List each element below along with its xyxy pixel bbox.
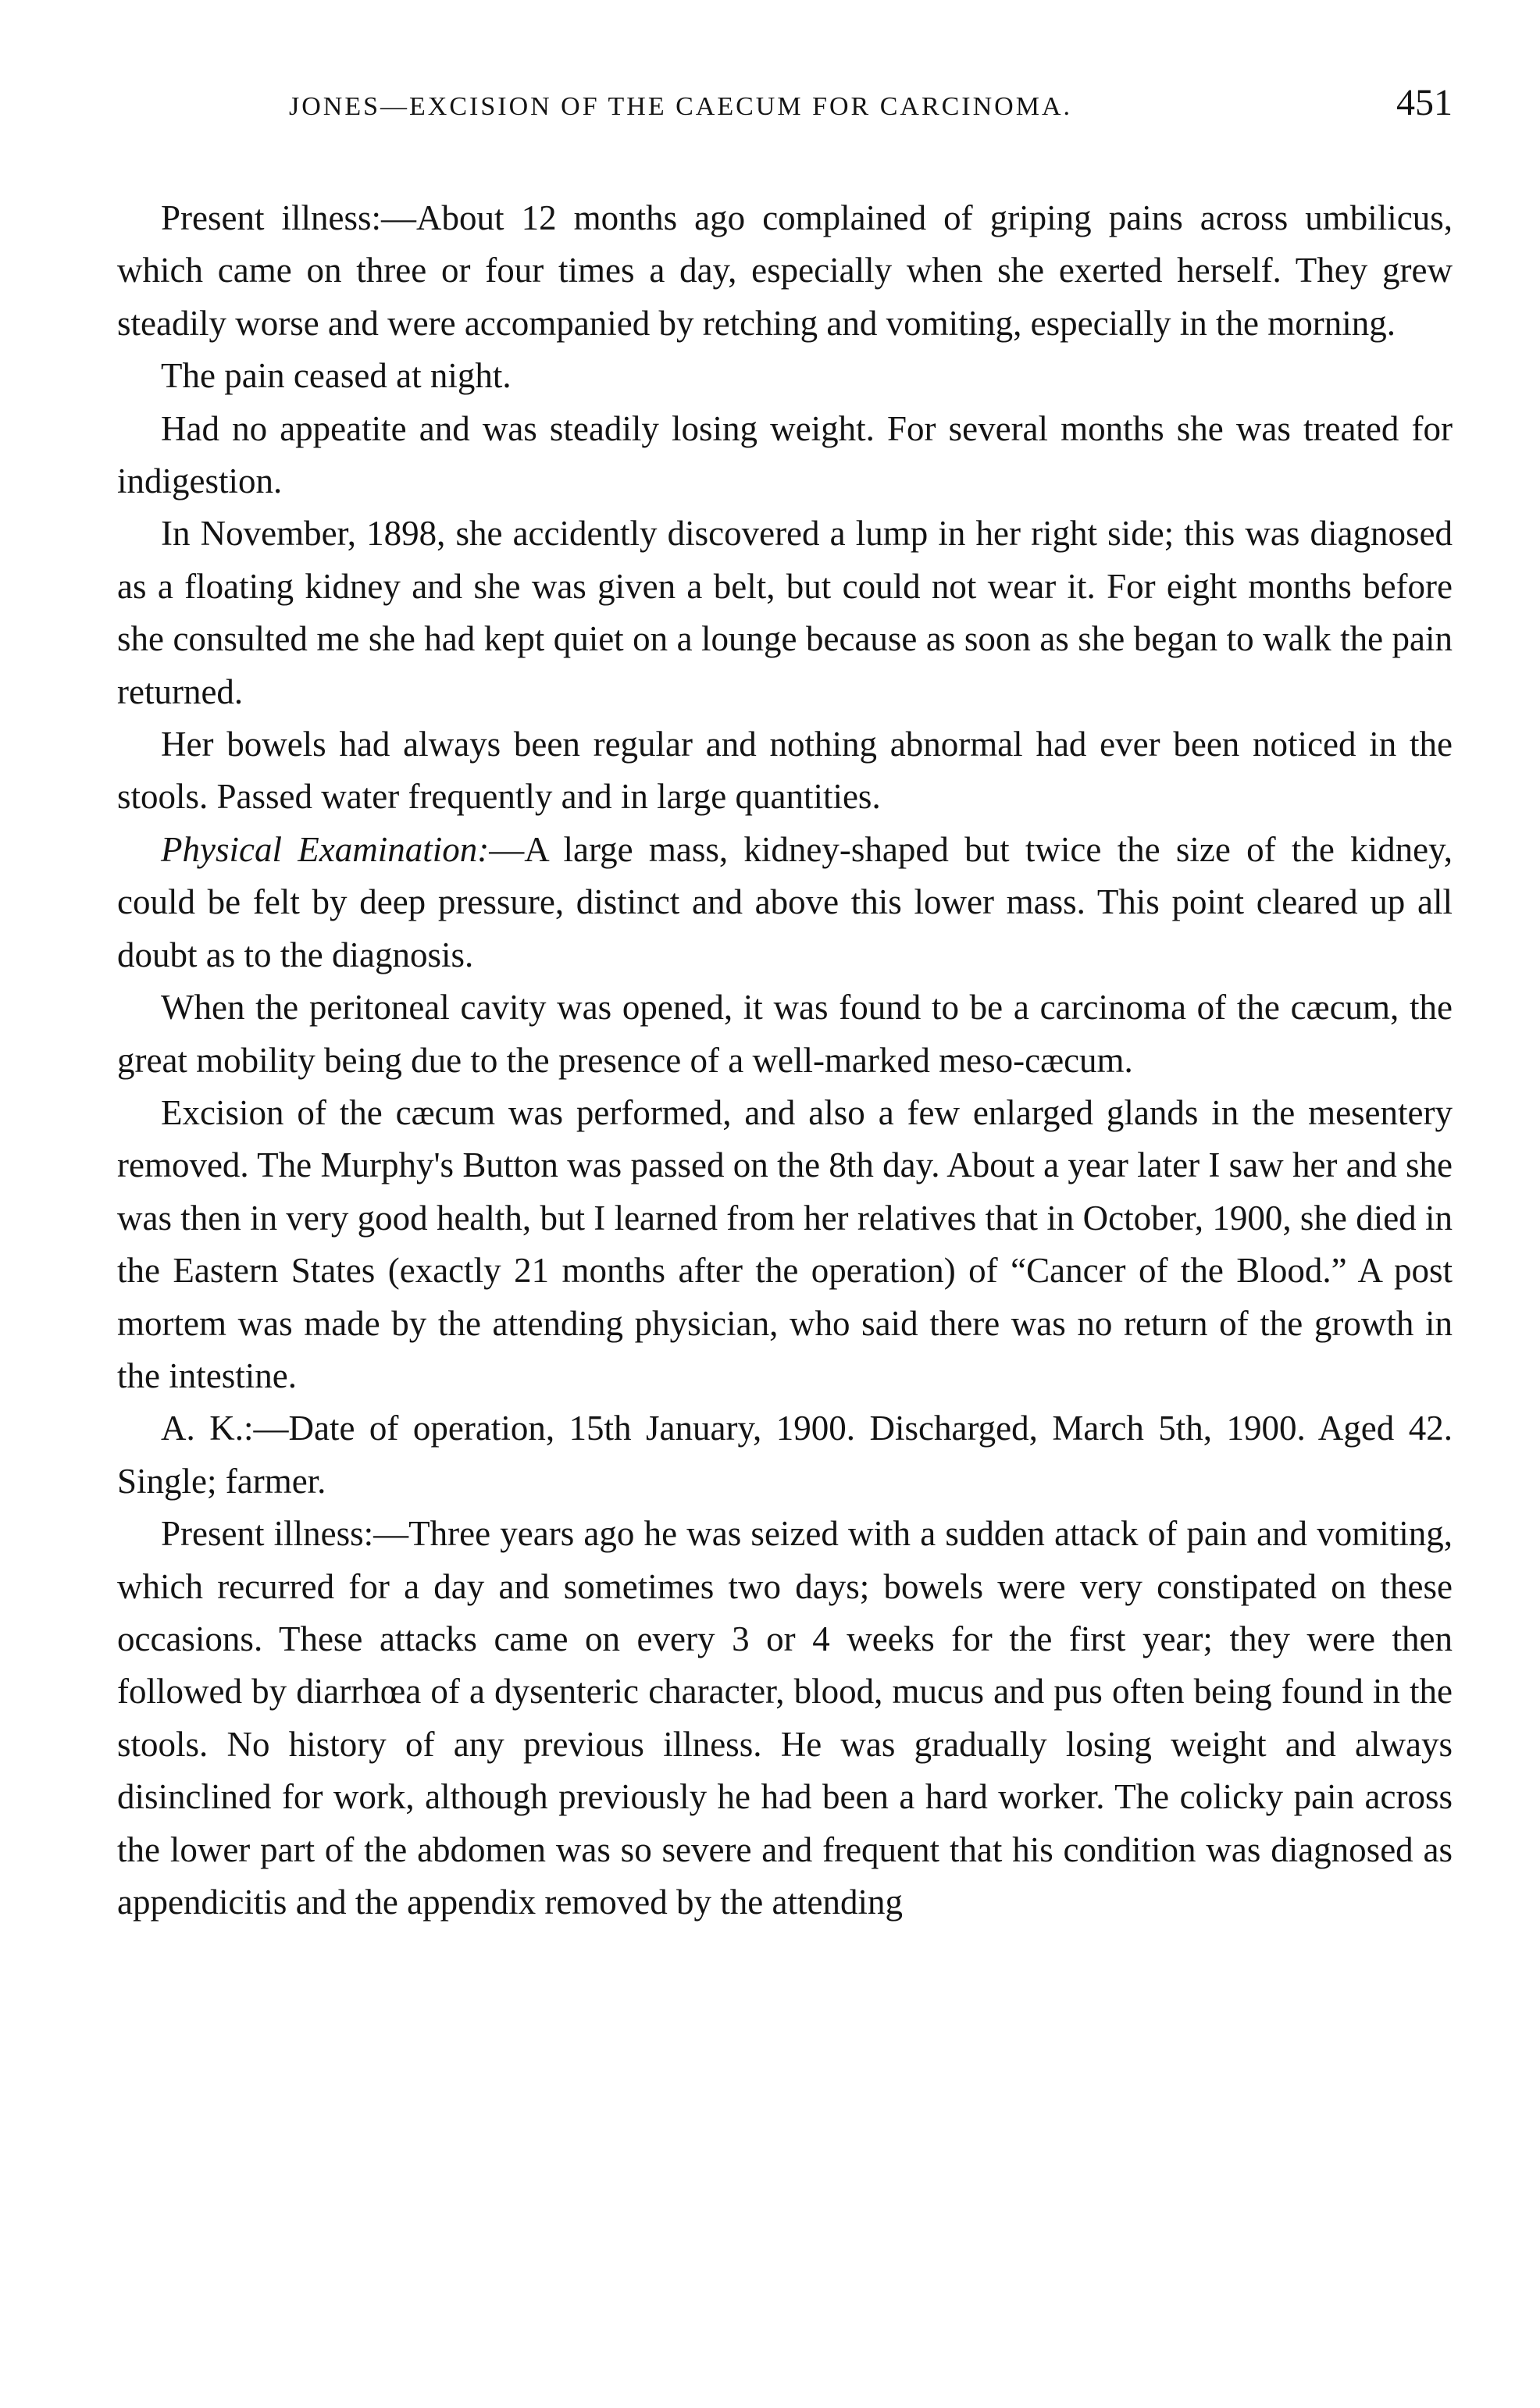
paragraph-november: In November, 1898, she accidently discovered a lump in her right side; this was diagnosed as a floating kidney and she was given a belt, but could not wear it. For eight months before she consulted me she had kept quiet on a lounge because as soon as she began to walk the pain returned. bbox=[117, 514, 1453, 711]
paragraph-physical-examination bbox=[117, 824, 1453, 981]
paragraph-bowels: Her bowels had always been regular and nothing abnormal had ever been noticed in the stools. Passed water frequently and in large quantities. bbox=[117, 725, 1453, 817]
paragraph-case-ak: A. K.:—Date of operation, 15th January, 1900. Discharged, March 5th, 1900. Aged 42. Single; farmer. bbox=[117, 1409, 1453, 1501]
paragraph-present-illness: Present illness:—About 12 months ago complained of griping pains across umbilicus, which came on three or four times a day, especially when she exerted herself. They grew steadily worse and were accompanied by retching and vomiting, especially in the morning. bbox=[117, 198, 1453, 343]
paragraph-appetite: Had no appeatite and was steadily losing weight. For several months she was treated for indigestion. bbox=[117, 408, 1453, 501]
book-page bbox=[117, 75, 1453, 2371]
physical-examination-text: —A large mass, kidney-shaped but twice the size of the kidney, could be felt by deep pressure, distinct and above this lower mass. This point cleared up all doubt as to the diagnosis. bbox=[117, 829, 1453, 974]
paragraph-excision: Excision of the cæcum was performed, and also a few enlarged glands in the mesentery removed. The Murphy's Button was passed on the 8th day. About a year later I saw her and she was then in very good health, but I learned from her relatives that in October, 1900, she died in the Eastern States (exactly 21 months after the operation) of “Cancer of the Blood.” A post mortem was made by the attending physician, who said there was no return of the growth in the intestine. bbox=[117, 1092, 1453, 1395]
paragraph-peritoneal-cavity: When the peritoneal cavity was opened, it was found to be a carcinoma of the cæcum, the great mobility being due to the presence of a well-marked meso-cæcum. bbox=[117, 988, 1453, 1080]
page-number: 451 bbox=[1396, 82, 1453, 123]
paragraph-present-illness-ak: Present illness:—Three years ago he was seized with a sudden attack of pain and vomiting, which recurred for a day and sometimes two days; bowels were very constipated on these occasions. These attacks came on every 3 or 4 weeks for the first year; they were then followed by diarrhœa of a dysenteric character, blood, mucus and pus often being found in the stools. No history of any previous illness. He was gradually losing weight and always disinclined for work, although previously he had been a hard worker. The colicky pain across the lower part of the abdomen was so severe and frequent that his condition was diagnosed as appendicitis and the appendix removed by the attending bbox=[117, 1514, 1453, 1922]
paragraph-pain-ceased: The pain ceased at night. bbox=[161, 356, 512, 396]
running-title: JONES—EXCISION OF THE CAECUM FOR CARCINOMA. bbox=[289, 92, 1073, 121]
body-text bbox=[117, 192, 1453, 1929]
physical-examination-label: Physical Examination: bbox=[161, 829, 490, 869]
running-head bbox=[117, 75, 1453, 150]
